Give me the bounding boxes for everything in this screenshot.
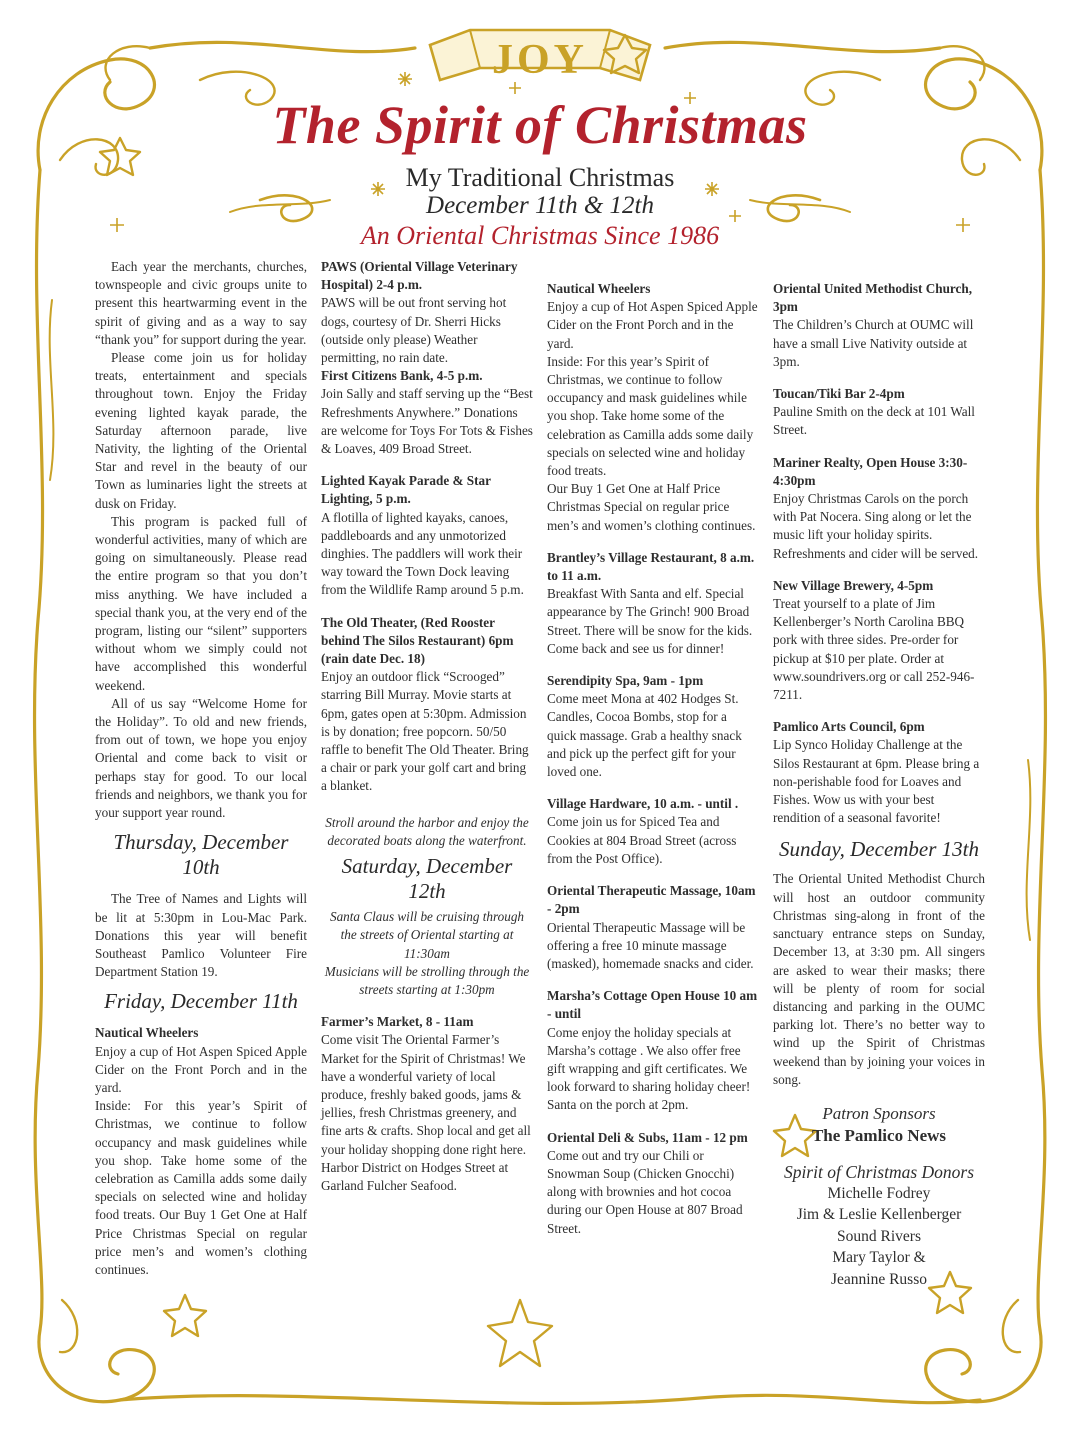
event-text: Inside: For this year’s Spirit of Christmas, we continue to follow occupancy and mask guidelines while you shop. Take home some of the celebration as Camilla adds some daily specials on selected wine and holiday food treats.: [547, 353, 754, 479]
donor-name: Jim & Leslie Kellenberger: [796, 1206, 962, 1224]
event-text: The Oriental United Methodist Church will host an outdoor community Christmas sing-along in front of the sanctuary entrance steps on Sunday, December 13, at 3:30 pm. All singers are asked to wear their masks; there will be plenty of room for social distancing and parking in the OUMC parking lot. There’s no better way to wind up the Spirit of Christmas weekend than by joining your voices in song.: [773, 871, 985, 1087]
event-text: Enjoy a cup of Hot Aspen Spiced Apple Cider on the Front Porch and in the yard.: [95, 1043, 307, 1095]
event-text: The Tree of Names and Lights will be lit at 5:30pm in Lou-Mac Park. Donations this year will benefit Southeast Pamlico Volunteer Fire Department Station 19.: [95, 891, 307, 980]
event-text: Treat yourself to a plate of Jim Kellenberger’s North Carolina BBQ pork with three sides. Pre-order for pickup at $10 per plate. Order at www.soundrivers.org or call 252-946-7211.: [773, 596, 975, 703]
event-text: Oriental Therapeutic Massage will be offering a free 10 minute massage (masked), homemade snacks and cider.: [547, 919, 754, 971]
intro-paragraph: All of us say “Welcome Home for the Holiday”. To old and new friends, from out of town, we hope you enjoy Oriental and come back to visit or perhaps stay for good. To our local friends and neighbors, we thank you for your support year round.: [95, 695, 307, 821]
intro-paragraph: Please come join us for holiday treats, entertainment and specials throughout town. Enjoy the Friday evening lighted kayak parade, the Saturday afternoon parade, live Nativity, the lighting of the Oriental Star and revel in the beauty of our Town as luminaries light the streets at dusk on Friday.: [95, 350, 307, 511]
event-text: Come out and try our Chili or Snowman Soup (Chicken Gnocchi) along with brownies and hot cocoa during our Open House at 807 Broad Street.: [547, 1147, 743, 1236]
joy-banner-text: JOY: [492, 37, 588, 83]
event-heading: New Village Brewery, 4-5pm: [773, 577, 934, 593]
event-heading: Nautical Wheelers: [95, 1025, 199, 1041]
donor-name: Mary Taylor &: [832, 1249, 926, 1267]
event-text: Come meet Mona at 402 Hodges St. Candles, Cocoa Bombs, stop for a quick massage. Grab a healthy snack and pick up the perfect gift for your loved one.: [547, 691, 742, 780]
event-heading: Nautical Wheelers: [547, 281, 651, 296]
event-text: Breakfast With Santa and elf. Special appearance by The Grinch! 900 Broad Street. There will be snow for the kids. Come back and see us for dinner!: [547, 586, 753, 656]
event-text: Inside: For this year’s Spirit of Christmas, we continue to follow occupancy and mask guidelines while you shop. Take home some of the celebration as Camilla adds some daily specials on selected wine and holiday food treats. Our Buy 1 Get One at Half Price Christmas Special on regular price men’s and women’s clothing continues.: [95, 1098, 307, 1277]
event-heading: Marsha’s Cottage Open House 10 am - until: [547, 988, 758, 1022]
event-heading: Mariner Realty, Open House 3:30-4:30pm: [773, 454, 968, 488]
day-heading-saturday: Saturday, December 12th: [341, 854, 513, 904]
column-4: [773, 280, 985, 1290]
event-heading: Oriental United Methodist Church, 3pm: [773, 281, 973, 315]
donor-name: Sound Rivers: [837, 1227, 921, 1245]
event-heading: Pamlico Arts Council, 6pm: [773, 719, 925, 735]
intro-paragraph: Each year the merchants, churches, townspeople and civic groups unite to present this heartwarming event in the spirit of giving and as a way to say “thank you” for support during the year.: [95, 259, 307, 347]
tagline: An Oriental Christmas Since 1986: [360, 221, 720, 250]
donors-title: Spirit of Christmas Donors: [783, 1161, 975, 1182]
event-text: Join Sally and staff serving up the “Best Refreshments Anywhere.” Donations are welcome for Toys For Tots & Fishes & Loaves, 409 Broad Street.: [321, 386, 533, 457]
event-text: A flotilla of lighted kayaks, canoes, paddleboards and any unmotorized dinghies. The paddlers will work their way toward the Town Dock leaving from the Wildlife Ramp around 5 p.m.: [321, 509, 524, 598]
event-heading: Lighted Kayak Parade & Star Lighting, 5 p.m.: [321, 473, 491, 507]
column-2: [321, 258, 533, 1195]
event-dates: December 11th & 12th: [426, 192, 654, 219]
column-1: [95, 258, 307, 1279]
event-text: Come enjoy the holiday specials at Marsha’s cottage . We also offer free gift wrapping and gift certificates. We look forward to sharing holiday cheer! Santa on the porch at 2pm.: [547, 1024, 751, 1113]
event-heading: Oriental Deli & Subs, 11am - 12 pm: [547, 1129, 748, 1145]
event-heading: The Old Theater, (Red Rooster behind The Silos Restaurant) 6pm (rain date Dec. 18): [321, 614, 514, 667]
italic-note: Stroll around the harbor and enjoy the decorated boats along the waterfront.: [325, 814, 529, 848]
day-heading-friday: Friday, December 11th: [104, 989, 298, 1014]
intro-paragraph: This program is packed full of wonderful activities, many of which are going on simultaneously. Please read the entire program so that you don’t miss anything. We have included a special thank you, at the very end of the program, listing our “silent” supporters without whom we simply could not have accomplished this wonderful weekend.: [95, 513, 307, 693]
event-heading: Toucan/Tiki Bar 2-4pm: [773, 386, 905, 402]
event-heading: Village Hardware, 10 a.m. - until .: [547, 796, 739, 812]
donor-name: Michelle Fodrey: [827, 1184, 931, 1202]
event-heading: PAWS (Oriental Village Veterinary Hospital) 2-4 p.m.: [321, 259, 518, 293]
event-text: PAWS will be out front serving hot dogs, courtesy of Dr. Sherri Hicks (outside only please) Weather permitting, no rain date.: [321, 295, 507, 366]
day-heading-sunday: Sunday, December 13th: [778, 837, 980, 862]
event-text: The Children’s Church at OUMC will have a small Live Nativity outside at 3pm.: [773, 317, 974, 369]
patron-sponsors-title: Patron Sponsors: [822, 1103, 936, 1123]
day-heading-thursday: Thursday, December 10th: [113, 830, 289, 880]
event-text: Enjoy an outdoor flick “Scrooged” starring Bill Murray. Movie starts at 6pm, gates open at 5:30pm. Admission is by donation; free popcorn. 50/50 raffle to benefit The Old Theater. Bring a chair or park your golf cart and bring a blanket.: [321, 669, 529, 794]
event-heading: First Citizens Bank, 4-5 p.m.: [321, 368, 483, 384]
patron-sponsor-name: The Pamlico News: [811, 1125, 947, 1145]
event-heading: Oriental Therapeutic Massage, 10am - 2pm: [547, 883, 756, 917]
event-heading: Brantley’s Village Restaurant, 8 a.m. to 11 a.m.: [547, 549, 755, 584]
event-heading: Farmer’s Market, 8 - 11am: [321, 1014, 474, 1030]
italic-note: Santa Claus will be cruising through the streets of Oriental starting at 11:30am: [329, 909, 525, 961]
donor-name: Jeannine Russo: [830, 1270, 927, 1288]
event-text: Come join us for Spiced Tea and Cookies at 804 Broad Street (across from the Post Office).: [547, 814, 737, 866]
column-3: [547, 280, 759, 1238]
event-heading: Serendipity Spa, 9am - 1pm: [547, 673, 704, 689]
event-text: Enjoy Christmas Carols on the porch with Pat Nocera. Sing along or let the music lift your holiday spirits. Refreshments and cider will be served.: [773, 491, 979, 561]
event-text: Come visit The Oriental Farmer’s Market for the Spirit of Christmas! We have a wonderful variety of local produce, freshly baked goods, jams & jellies, fresh Christmas greenery, and fine arts & crafts. Shop local and get all your holiday shopping done right here. Harbor District on Hodges Street at Garland Fulcher Seafood.: [321, 1032, 531, 1193]
event-text: Lip Synco Holiday Challenge at the Silos Restaurant at 6pm. Please bring a non-perishable food for Loaves and Fishes. Wow us with your best rendition of a seasonal favorite!: [773, 737, 980, 826]
italic-note: Musicians will be strolling through the streets starting at 1:30pm: [324, 963, 530, 997]
event-text: Pauline Smith on the deck at 101 Wall Street.: [773, 404, 975, 438]
event-text: Our Buy 1 Get One at Half Price Christmas Special on regular price men’s and women’s clothing continues.: [547, 481, 756, 533]
event-text: Enjoy a cup of Hot Aspen Spiced Apple Cider on the Front Porch and in the yard.: [547, 299, 758, 351]
subtitle: My Traditional Christmas: [405, 163, 675, 192]
page-title: The Spirit of Christmas: [272, 95, 808, 155]
